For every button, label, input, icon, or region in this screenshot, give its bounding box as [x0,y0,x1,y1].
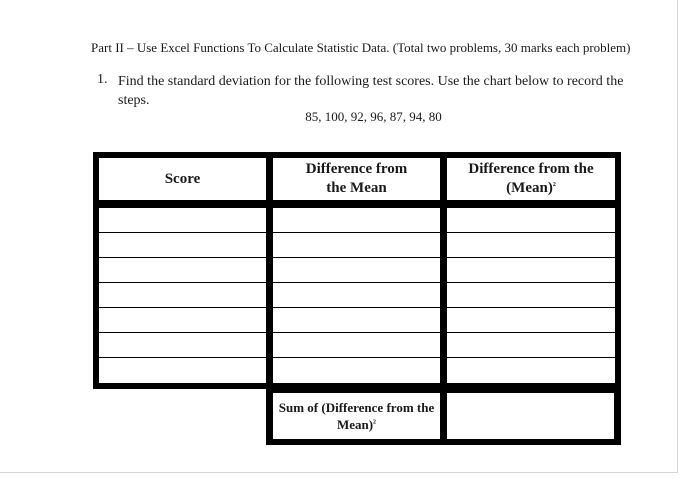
sum-row [266,389,621,445]
difference-squared-column-cells[interactable] [447,208,615,383]
question-number: 1. [97,72,108,87]
header-score [99,158,266,200]
question-text: Find the standard deviation for the following test scores. Use the chart below to record the steps. [118,74,624,108]
difference-column-cells[interactable] [273,208,440,383]
sum-value-cell[interactable] [447,393,614,439]
test-scores: 85, 100, 92, 96, 87, 94, 80 [305,109,442,124]
header-difference-from-mean [273,158,440,200]
header-difference-squared [447,158,615,200]
header-score-label: Score [164,170,201,187]
part-heading: Part II – Use Excel Functions To Calculate Statistic Data. (Total two problems, 30 marks each problem) [91,40,631,55]
worksheet-table [93,152,621,389]
sum-label-cell [273,393,440,439]
header-difference-label: Difference from the Mean [305,161,408,196]
score-column-cells[interactable] [99,208,266,383]
header-difference-squared-label: Difference from the (Mean)$^2$ [468,161,594,196]
sum-label: Sum of (Difference from the Mean)$^2$ [278,400,435,432]
